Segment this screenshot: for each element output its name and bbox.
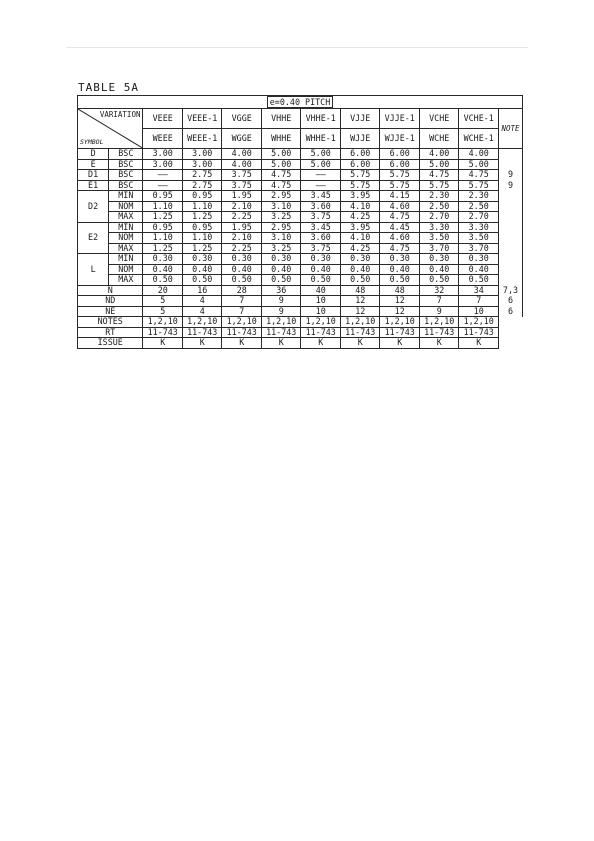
summary-value: K [143,338,183,349]
tolerance-cell: NOM [109,233,143,244]
value-cell: 3.60 [301,233,341,244]
summary-value: 9 [261,296,301,307]
summary-value: 36 [261,285,301,296]
value-cell: 4.75 [380,212,420,223]
summary-value: 32 [419,285,459,296]
table-title: TABLE 5A [78,81,139,94]
value-cell: 0.95 [182,222,222,233]
value-cell: 4.75 [261,180,301,191]
note-cell: 9 [498,170,522,181]
value-cell: 5.00 [419,159,459,170]
value-cell: 5.00 [459,159,499,170]
value-cell: 4.25 [340,212,380,223]
tolerance-cell: MAX [109,212,143,223]
value-cell: 2.50 [459,201,499,212]
dimension-row [78,159,523,170]
variation-code-alt: WEEE-1 [182,129,222,149]
value-cell: 5.00 [301,149,341,160]
summary-value: 20 [143,285,183,296]
value-cell: 6.00 [380,149,420,160]
value-cell: 0.40 [182,264,222,275]
value-cell: 2.75 [182,170,222,181]
summary-value: 1,2,10 [380,317,420,328]
symbol-cell: D2 [78,191,109,223]
tolerance-cell: MIN [109,191,143,202]
summary-value: K [459,338,499,349]
value-cell: 6.00 [380,159,420,170]
value-cell: 3.10 [261,233,301,244]
value-cell: 1.25 [182,243,222,254]
value-cell: 4.75 [419,170,459,181]
summary-value: 12 [340,296,380,307]
variation-code-alt: WEEE [143,129,183,149]
value-cell: 3.10 [261,201,301,212]
summary-row [78,327,523,338]
value-cell: 4.10 [340,201,380,212]
value-cell: 0.50 [380,275,420,286]
tolerance-cell: MIN [109,222,143,233]
value-cell: 2.70 [419,212,459,223]
summary-value: K [222,338,262,349]
value-cell: 0.40 [459,264,499,275]
summary-value: 7 [419,296,459,307]
summary-value: 11-743 [301,327,341,338]
note-cell [498,201,522,212]
value-cell: 0.30 [143,254,183,265]
value-cell: 4.15 [380,191,420,202]
value-cell: —— [301,170,341,181]
variation-code: VJJE [340,109,380,129]
note-cell: 9 [498,180,522,191]
value-cell: 0.40 [380,264,420,275]
value-cell: 5.75 [340,180,380,191]
variation-code-alt: WCHE-1 [459,129,499,149]
variation-code: VHHE-1 [301,109,341,129]
value-cell: 3.00 [143,159,183,170]
tolerance-cell: MIN [109,254,143,265]
value-cell: 2.10 [222,201,262,212]
summary-value: 1,2,10 [143,317,183,328]
summary-value: 1,2,10 [182,317,222,328]
pitch-cell [78,96,523,109]
value-cell: 3.95 [340,222,380,233]
note-cell [498,159,522,170]
symbol-cell: D1 [78,170,109,181]
summary-value: 4 [182,306,222,317]
summary-value: 12 [380,296,420,307]
note-cell [498,243,522,254]
value-cell: 0.40 [143,264,183,275]
value-cell: 3.75 [222,170,262,181]
summary-value: 10 [301,296,341,307]
variation-code-alt: WJJE [340,129,380,149]
tolerance-cell: BSC [109,149,143,160]
tolerance-cell: BSC [109,170,143,181]
summary-value: 11-743 [419,327,459,338]
symbol-label: SYMBOL [80,138,104,146]
note-cell [498,212,522,223]
value-cell: 3.25 [261,243,301,254]
summary-value: 12 [380,306,420,317]
dimension-row [78,180,523,191]
dimension-row [78,275,523,286]
summary-label: NE [78,306,143,317]
summary-value: 48 [340,285,380,296]
value-cell: 3.75 [301,243,341,254]
value-cell: 0.30 [380,254,420,265]
value-cell: 2.30 [459,191,499,202]
summary-value: K [182,338,222,349]
value-cell: —— [143,180,183,191]
value-cell: 1.10 [143,201,183,212]
value-cell: 1.95 [222,222,262,233]
summary-value: 48 [380,285,420,296]
summary-value: 1,2,10 [261,317,301,328]
value-cell: 2.95 [261,191,301,202]
value-cell: 2.25 [222,212,262,223]
value-cell: 0.50 [340,275,380,286]
value-cell: 0.30 [222,254,262,265]
summary-note: 7,3 [498,285,522,296]
variation-code: VEEE-1 [182,109,222,129]
value-cell: 1.10 [182,201,222,212]
summary-value: 9 [419,306,459,317]
symbol-cell: D [78,149,109,160]
summary-row [78,285,523,296]
value-cell: 3.00 [182,149,222,160]
variation-code: VHHE [261,109,301,129]
tolerance-cell: BSC [109,159,143,170]
value-cell: 2.95 [261,222,301,233]
value-cell: 5.75 [340,170,380,181]
value-cell: —— [301,180,341,191]
value-cell: 0.95 [182,191,222,202]
value-cell: 0.30 [459,254,499,265]
variation-code: VGGE [222,109,262,129]
summary-value: 7 [459,296,499,307]
value-cell: 0.40 [419,264,459,275]
dimension-row [78,264,523,275]
value-cell: 3.50 [459,233,499,244]
value-cell: 0.50 [459,275,499,286]
summary-value: 11-743 [340,327,380,338]
tolerance-cell: NOM [109,264,143,275]
value-cell: 3.00 [143,149,183,160]
summary-value: 34 [459,285,499,296]
value-cell: —— [143,170,183,181]
variation-code: VCHE [419,109,459,129]
symbol-cell: E2 [78,222,109,254]
summary-value: 1,2,10 [419,317,459,328]
summary-note: 6 [498,306,522,317]
value-cell: 0.50 [261,275,301,286]
value-cell: 1.25 [182,212,222,223]
dimension-row [78,201,523,212]
dimension-row [78,149,523,160]
summary-note: 6 [498,296,522,307]
variation-code: VJJE-1 [380,109,420,129]
summary-value: 10 [301,306,341,317]
value-cell: 5.75 [459,180,499,191]
note-cell [498,233,522,244]
value-cell: 3.70 [459,243,499,254]
variation-code-alt: WHHE-1 [301,129,341,149]
summary-value: 11-743 [380,327,420,338]
summary-value: 1,2,10 [301,317,341,328]
value-cell: 6.00 [340,149,380,160]
tolerance-cell: MAX [109,275,143,286]
pitch-label: e=0.40 PITCH [267,96,334,108]
variation-label: VARIATION [99,110,141,119]
variation-header-row [78,109,523,129]
variation-code-alt: WCHE [419,129,459,149]
value-cell: 0.40 [340,264,380,275]
value-cell: 0.95 [143,191,183,202]
value-cell: 0.40 [301,264,341,275]
value-cell: 5.75 [419,180,459,191]
value-cell: 0.30 [182,254,222,265]
symbol-cell: E1 [78,180,109,191]
summary-value: 12 [340,306,380,317]
symbol-cell: L [78,254,109,286]
value-cell: 2.50 [419,201,459,212]
note-cell [498,275,522,286]
corner-cell [78,109,143,149]
value-cell: 0.30 [261,254,301,265]
summary-label: RT [78,327,143,338]
dimension-row [78,222,523,233]
summary-value: K [301,338,341,349]
value-cell: 3.60 [301,201,341,212]
summary-note [498,317,522,328]
variation-code-alt: WGGE [222,129,262,149]
value-cell: 4.60 [380,233,420,244]
tolerance-cell: NOM [109,201,143,212]
dimension-row [78,212,523,223]
summary-value: 16 [182,285,222,296]
tolerance-cell: BSC [109,180,143,191]
value-cell: 5.00 [301,159,341,170]
value-cell: 4.00 [222,159,262,170]
summary-note [498,338,522,349]
value-cell: 3.00 [182,159,222,170]
value-cell: 5.00 [261,159,301,170]
summary-value: 40 [301,285,341,296]
summary-value: K [261,338,301,349]
dimension-row [78,233,523,244]
value-cell: 1.10 [143,233,183,244]
summary-value: 11-743 [143,327,183,338]
value-cell: 2.10 [222,233,262,244]
summary-value: 28 [222,285,262,296]
symbol-cell: E [78,159,109,170]
note-cell [498,191,522,202]
value-cell: 4.75 [459,170,499,181]
value-cell: 2.75 [182,180,222,191]
value-cell: 1.10 [182,233,222,244]
summary-value: K [340,338,380,349]
value-cell: 0.40 [222,264,262,275]
value-cell: 3.25 [261,212,301,223]
summary-label: ISSUE [78,338,143,349]
value-cell: 0.50 [182,275,222,286]
value-cell: 1.25 [143,212,183,223]
summary-row [78,296,523,307]
note-cell [498,222,522,233]
summary-value: K [419,338,459,349]
value-cell: 1.95 [222,191,262,202]
dimension-row [78,170,523,181]
summary-value: 7 [222,306,262,317]
value-cell: 4.00 [419,149,459,160]
value-cell: 3.95 [340,191,380,202]
value-cell: 2.25 [222,243,262,254]
summary-value: 11-743 [182,327,222,338]
summary-value: 4 [182,296,222,307]
summary-value: 1,2,10 [222,317,262,328]
note-cell [498,254,522,265]
value-cell: 3.70 [419,243,459,254]
note-header: NOTE [498,109,522,149]
summary-row [78,317,523,328]
value-cell: 6.00 [340,159,380,170]
value-cell: 4.25 [340,243,380,254]
value-cell: 0.50 [301,275,341,286]
summary-value: K [380,338,420,349]
summary-value: 5 [143,296,183,307]
summary-value: 11-743 [459,327,499,338]
summary-value: 10 [459,306,499,317]
summary-label: N [78,285,143,296]
note-cell [498,264,522,275]
value-cell: 0.50 [143,275,183,286]
dimension-row [78,191,523,202]
value-cell: 1.25 [143,243,183,254]
value-cell: 4.75 [380,243,420,254]
value-cell: 0.50 [222,275,262,286]
value-cell: 0.40 [261,264,301,275]
summary-label: NOTES [78,317,143,328]
value-cell: 0.95 [143,222,183,233]
value-cell: 3.30 [459,222,499,233]
value-cell: 4.00 [459,149,499,160]
value-cell: 4.75 [261,170,301,181]
note-cell [498,149,522,160]
summary-value: 1,2,10 [459,317,499,328]
value-cell: 3.45 [301,222,341,233]
value-cell: 0.50 [419,275,459,286]
value-cell: 5.75 [380,170,420,181]
value-cell: 5.75 [380,180,420,191]
value-cell: 3.75 [222,180,262,191]
value-cell: 4.60 [380,201,420,212]
tolerance-cell: MAX [109,243,143,254]
summary-value: 1,2,10 [340,317,380,328]
summary-value: 9 [261,306,301,317]
value-cell: 3.30 [419,222,459,233]
value-cell: 3.75 [301,212,341,223]
dimension-table [77,95,523,349]
dimension-row [78,243,523,254]
summary-row [78,306,523,317]
value-cell: 3.45 [301,191,341,202]
summary-value: 5 [143,306,183,317]
variation-code: VCHE-1 [459,109,499,129]
value-cell: 2.30 [419,191,459,202]
value-cell: 3.50 [419,233,459,244]
value-cell: 4.45 [380,222,420,233]
summary-label: ND [78,296,143,307]
value-cell: 0.30 [340,254,380,265]
value-cell: 5.00 [261,149,301,160]
value-cell: 0.30 [419,254,459,265]
summary-value: 7 [222,296,262,307]
value-cell: 2.70 [459,212,499,223]
summary-note [498,327,522,338]
summary-row [78,338,523,349]
variation-code: VEEE [143,109,183,129]
summary-value: 11-743 [222,327,262,338]
value-cell: 4.10 [340,233,380,244]
value-cell: 4.00 [222,149,262,160]
pitch-row [78,96,523,109]
dimension-row [78,254,523,265]
value-cell: 0.30 [301,254,341,265]
variation-code-alt: WJJE-1 [380,129,420,149]
variation-header-row-2 [78,129,523,149]
top-rule [66,47,528,48]
variation-code-alt: WHHE [261,129,301,149]
summary-value: 11-743 [261,327,301,338]
